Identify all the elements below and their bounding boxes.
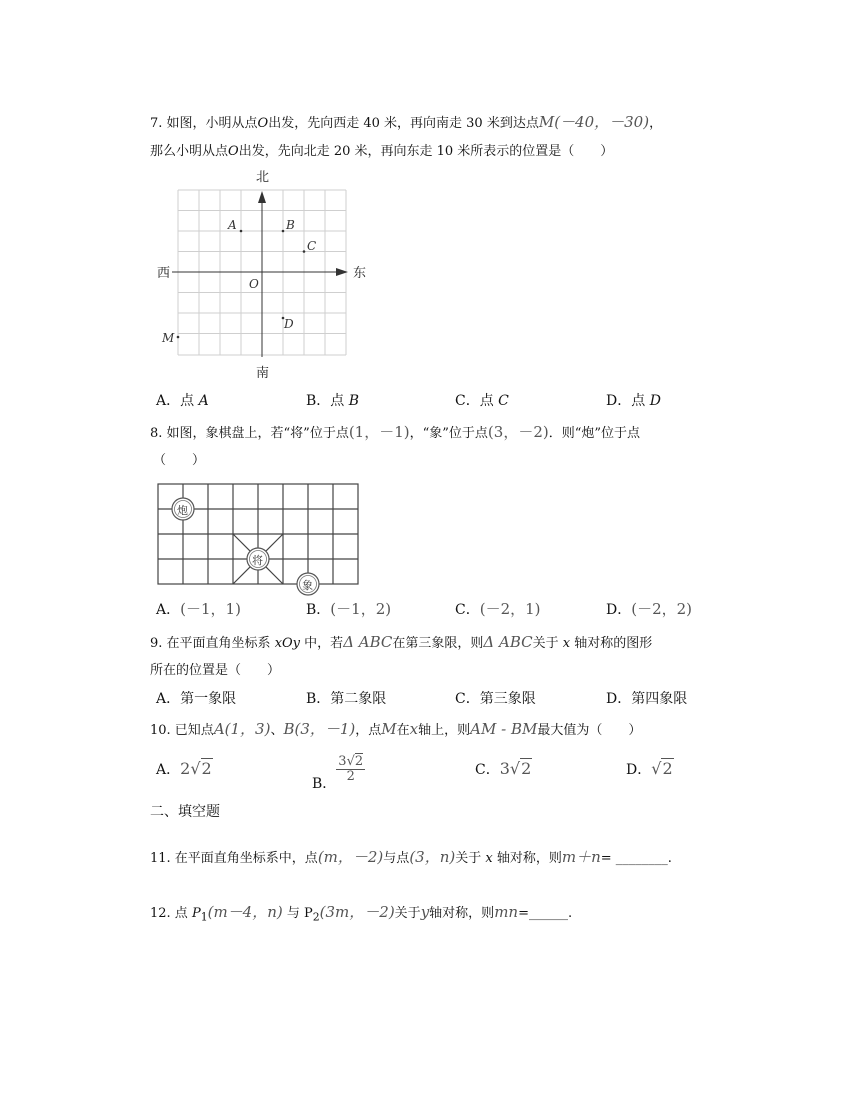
point-b-label: B bbox=[286, 218, 295, 232]
q10-option-a[interactable]: A．2√2 bbox=[156, 759, 212, 778]
q9-option-c[interactable]: C．第三象限 bbox=[455, 691, 536, 707]
point-c-dot bbox=[303, 250, 306, 253]
xiang-coord: (3，－2) bbox=[487, 423, 549, 441]
q12-line: 12. 点 $P_1(m-4$，n) 与 $P_2(3m$，－2)关于y轴对称，则mn=______. bbox=[150, 903, 573, 924]
sqrt-expr: 3√2 bbox=[499, 759, 532, 778]
jiang-piece bbox=[247, 548, 269, 570]
q7-grid-figure bbox=[150, 165, 370, 385]
q8-option-a[interactable]: A．(－1，1) bbox=[156, 600, 241, 618]
point-c-label: C bbox=[307, 239, 317, 253]
jiang-coord: (1，－1) bbox=[348, 423, 410, 441]
point-m-label: M bbox=[162, 331, 175, 345]
svg-text:象: 象 bbox=[302, 579, 313, 592]
answer-blank[interactable]: = ________. bbox=[600, 851, 672, 866]
section-heading: 二、填空题 bbox=[150, 804, 220, 820]
point-o-label: O bbox=[228, 144, 239, 159]
point-a-label: A bbox=[228, 218, 237, 232]
q10-line1: 10. 已知点A(1，3)、B(3，－1)，点M在x轴上，则AM - BM最大值为（ ） bbox=[150, 720, 642, 738]
svg-text:炮: 炮 bbox=[177, 504, 188, 517]
point-a-dot bbox=[240, 230, 243, 233]
q11-line: 11. 在平面直角坐标系中，点(m，－2)与点(3，n)关于 x 轴对称，则m＋n= ________. bbox=[150, 848, 672, 866]
point-m-dot bbox=[177, 336, 180, 339]
point-b-dot bbox=[282, 230, 285, 233]
q8-line2: （ ） bbox=[153, 453, 206, 468]
north-label: 北 bbox=[256, 170, 270, 185]
q7-option-b[interactable]: B．点 B bbox=[306, 393, 360, 409]
q10-option-b[interactable]: B． $\frac{3√2}{2}$ bbox=[312, 754, 364, 792]
fraction-expr: $\frac{3√2}{2}$ bbox=[338, 754, 364, 784]
origin-label: O bbox=[249, 277, 259, 291]
q7-option-c[interactable]: C．点 C bbox=[455, 393, 509, 409]
south-label: 南 bbox=[256, 366, 270, 381]
answer-blank[interactable]: =______. bbox=[518, 906, 573, 921]
pao-piece bbox=[172, 498, 194, 520]
q10-option-c[interactable]: C．3√2 bbox=[475, 759, 532, 778]
q7-option-a[interactable]: A．点 A bbox=[156, 393, 209, 409]
q9-option-b[interactable]: B．第二象限 bbox=[306, 691, 387, 707]
q7-line1: 7. 如图，小明从点O出发，先向西走 40 米，再向南走 30 米到达点M(－40，－30)， bbox=[150, 113, 663, 131]
north-arrow-icon bbox=[258, 191, 266, 203]
q7-line2: 那么小明从点O出发，先向北走 20 米，再向东走 10 米所表示的位置是（ ） bbox=[150, 144, 614, 159]
q8-option-d[interactable]: D．(－2，2) bbox=[606, 600, 693, 618]
q10-option-d[interactable]: D．√2 bbox=[626, 759, 673, 778]
sqrt-expr: √2 bbox=[651, 759, 673, 778]
east-label: 东 bbox=[353, 266, 367, 281]
west-label: 西 bbox=[157, 266, 171, 281]
q9-option-a[interactable]: A．第一象限 bbox=[156, 691, 237, 707]
q7-option-d[interactable]: D．点 D bbox=[606, 393, 661, 409]
svg-text:将: 将 bbox=[252, 554, 263, 567]
xiang-piece bbox=[297, 573, 319, 595]
q8-option-c[interactable]: C．(－2，1) bbox=[455, 600, 541, 618]
q8-option-b[interactable]: B．(－1，2) bbox=[306, 600, 392, 618]
q9-line2: 所在的位置是（ ） bbox=[150, 663, 281, 678]
point-o-label: O bbox=[257, 116, 269, 131]
point-d-label: D bbox=[284, 317, 294, 331]
sqrt-expr: 2√2 bbox=[180, 759, 212, 778]
chess-board-figure bbox=[150, 478, 370, 596]
point-m-coord: M(－40，－30) bbox=[538, 113, 650, 131]
q8-line1: 8. 如图，象棋盘上，若“将”位于点(1，－1)，“象”位于点(3，－2)．则“炮”位于点 bbox=[150, 423, 641, 441]
q9-line1: 9. 在平面直角坐标系 xOy 中，若Δ ABC在第三象限，则Δ ABC关于 x 轴对称的图形 bbox=[150, 633, 653, 651]
q9-option-d[interactable]: D．第四象限 bbox=[606, 691, 688, 707]
